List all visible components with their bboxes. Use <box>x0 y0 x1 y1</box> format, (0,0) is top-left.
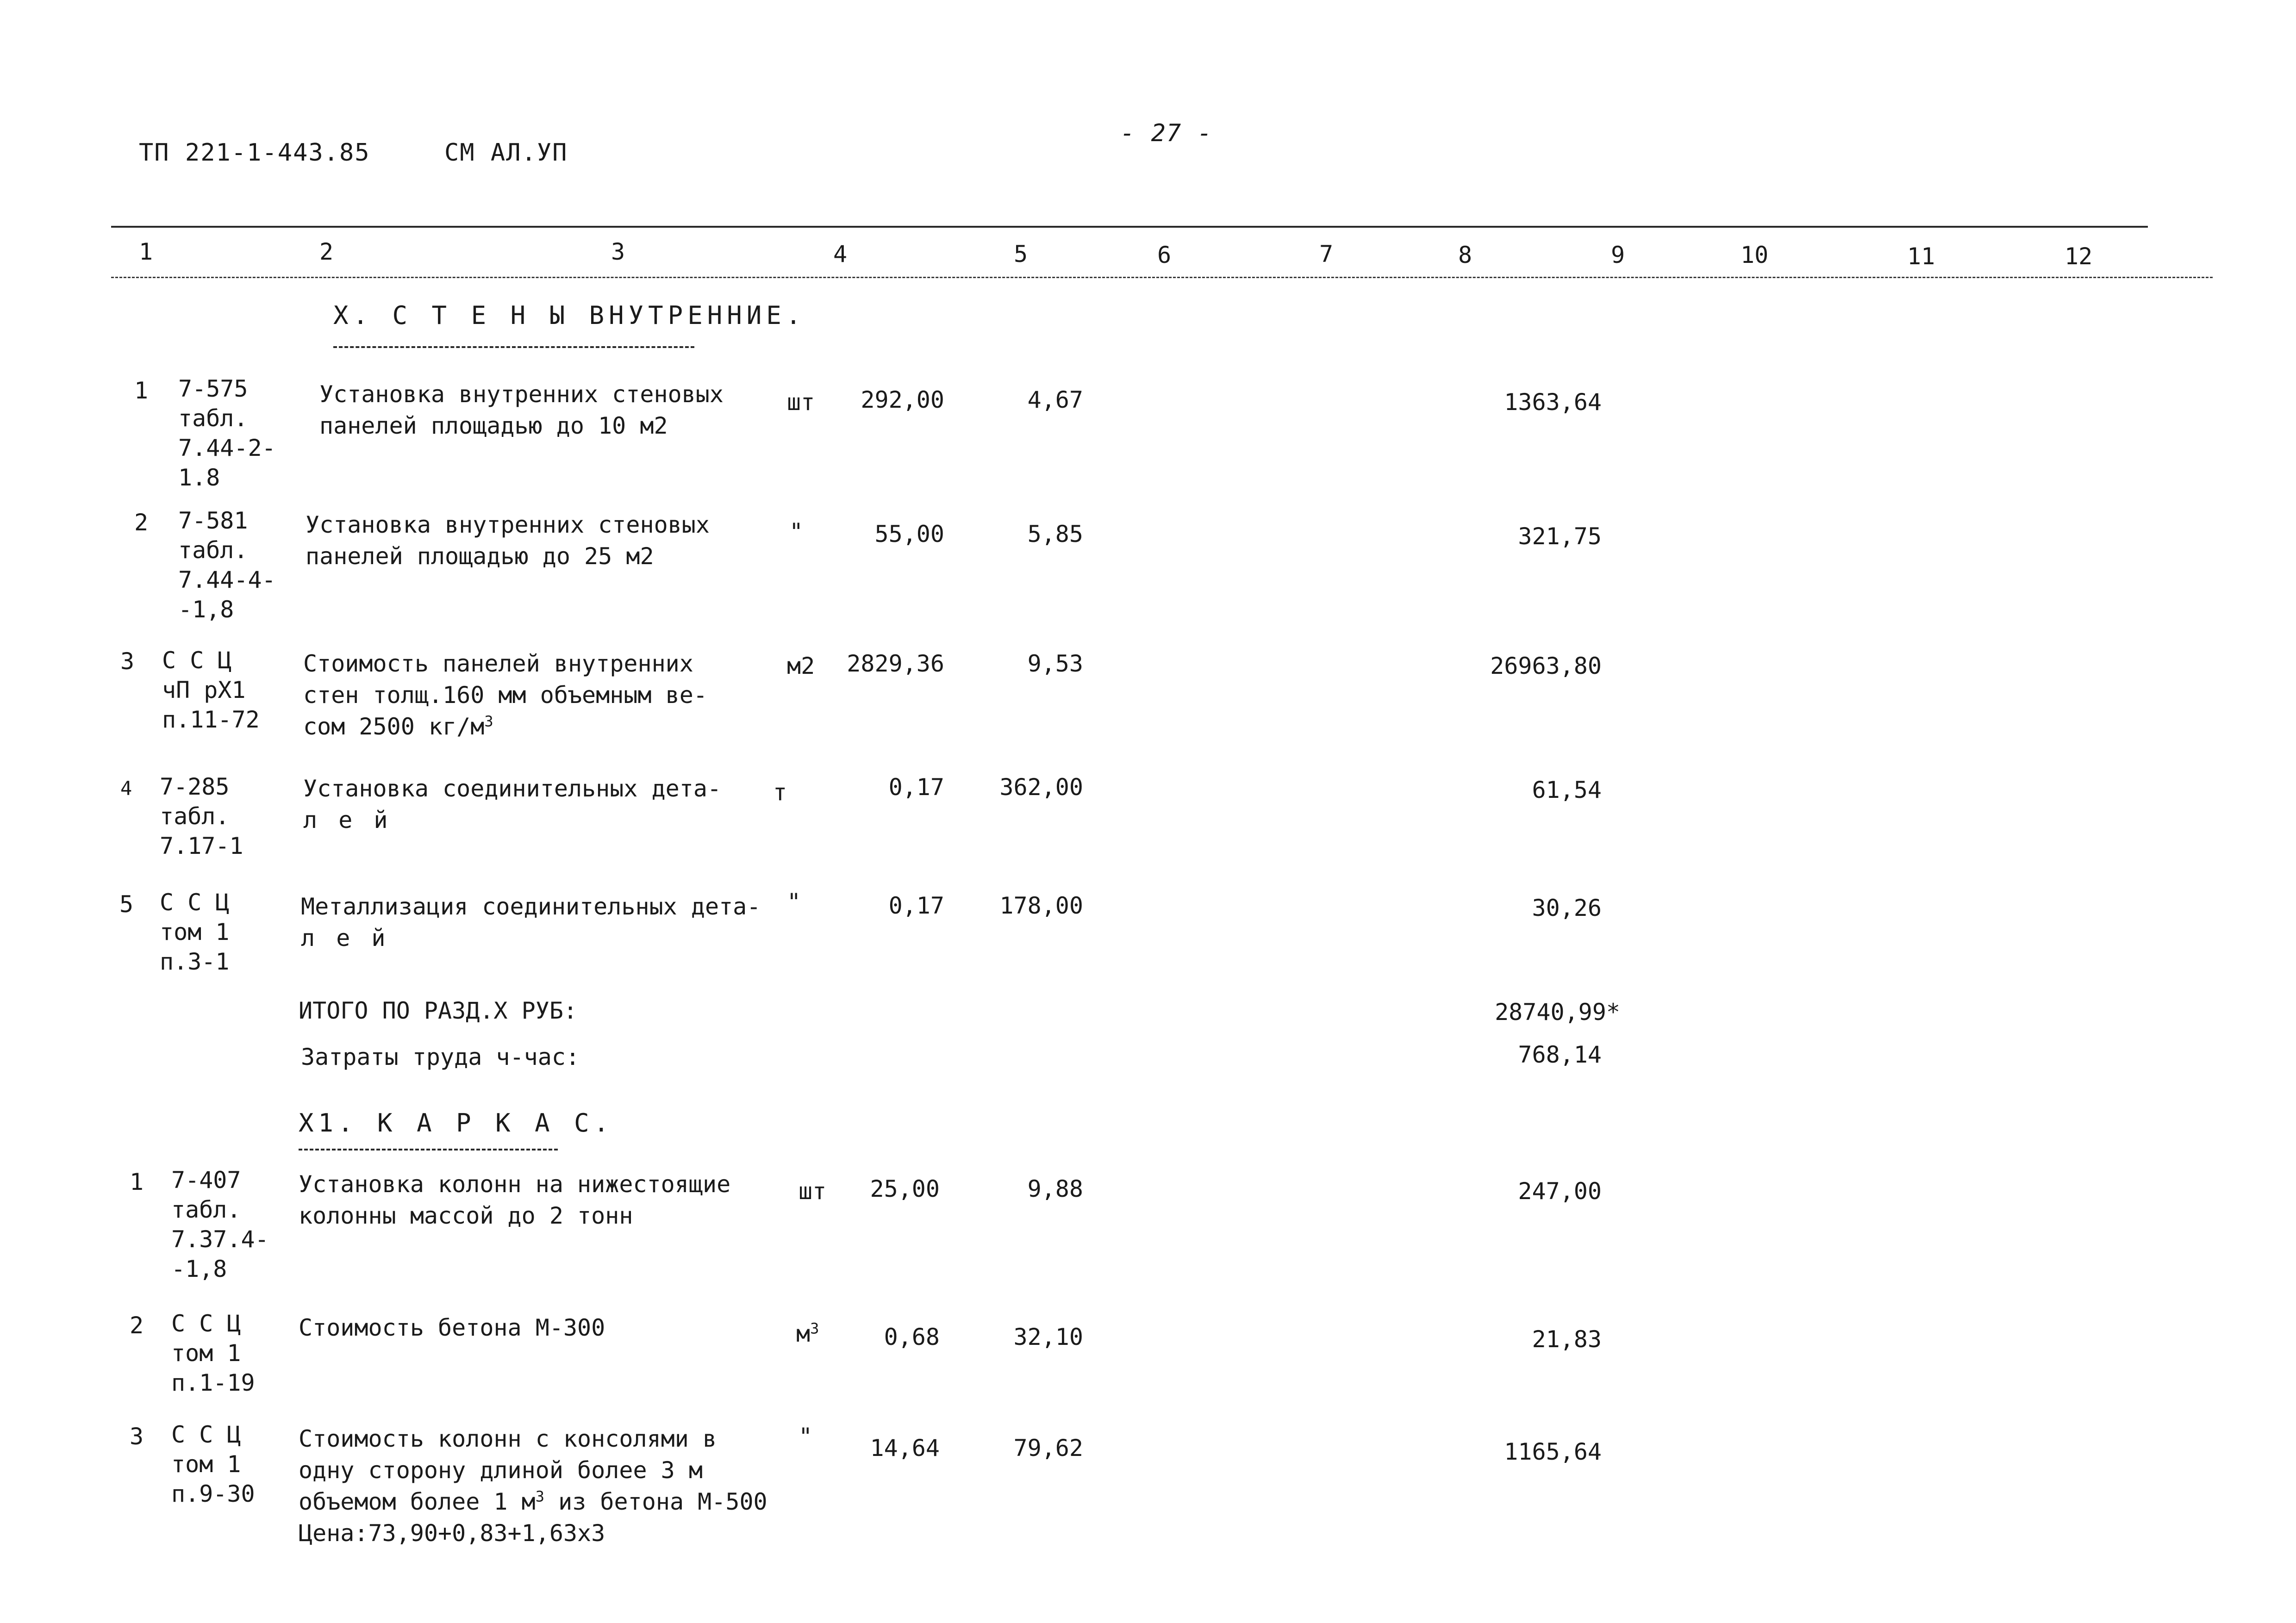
table-header-rule <box>111 277 2213 278</box>
row-quantity: 0,17 <box>888 774 944 801</box>
row-code: С С Ц том 1 п.9-30 <box>171 1421 255 1507</box>
row-code: 7-575 табл. 7.44-2- 1.8 <box>178 375 276 491</box>
row-description-line: стен толщ.160 мм объемным ве- <box>303 682 707 709</box>
row-price: 4,67 <box>1027 386 1083 413</box>
row-description-line: Установка внутренних стеновых <box>319 381 724 408</box>
row-total: 21,83 <box>1532 1326 1602 1353</box>
row-number: 4 <box>120 777 132 800</box>
section-title-underline <box>333 346 694 348</box>
row-description-line: Стоимость бетона М-300 <box>299 1314 605 1341</box>
section-title-underline <box>299 1149 558 1150</box>
doc-code: ТП 221-1-443.85 <box>139 139 370 167</box>
row-code: С С Ц том 1 п.3-1 <box>160 889 230 975</box>
row-code: С С Ц чП рХ1 п.11-72 <box>162 647 260 733</box>
row-quantity: 14,64 <box>870 1435 940 1461</box>
section-title-x: Х. С Т Е Н Ы ВНУТРЕННИЕ. <box>333 301 806 330</box>
row-number: 1 <box>134 377 149 404</box>
row-total: 321,75 <box>1518 523 1602 550</box>
row-number: 5 <box>119 891 134 918</box>
column-header-3: 3 <box>611 238 625 265</box>
row-number: 3 <box>130 1423 144 1450</box>
row-description-line: Металлизация соединительных дета- <box>301 893 761 920</box>
column-header-1: 1 <box>139 238 153 265</box>
row-description-line: Установка колонн на нижестоящие <box>299 1171 731 1198</box>
row-unit: " <box>789 518 804 545</box>
row-description-line: одну сторону длиной более 3 м <box>299 1457 703 1484</box>
row-quantity: 0,68 <box>884 1324 940 1350</box>
row-total: 30,26 <box>1532 895 1602 921</box>
row-unit: м2 <box>787 653 815 679</box>
row-description-line: панелей площадью до 25 м2 <box>306 543 654 570</box>
row-code: 7-285 табл. 7.17-1 <box>160 773 243 859</box>
row-unit: шт <box>799 1178 827 1205</box>
row-description-line: Стоимость панелей внутренних <box>303 650 693 677</box>
row-description-line: панелей площадью до 10 м2 <box>319 412 668 439</box>
row-total: 247,00 <box>1518 1178 1602 1205</box>
row-quantity: 0,17 <box>888 892 944 919</box>
row-description-line: л е й <box>303 807 392 833</box>
table-top-rule <box>111 226 2148 228</box>
section-title-xi: Х1. К А Р К А С. <box>299 1108 614 1138</box>
row-price: 362,00 <box>999 774 1083 801</box>
row-description-line: сом 2500 $кг/м^3$ <box>303 712 493 740</box>
row-code: С С Ц том 1 п.1-19 <box>171 1310 255 1396</box>
row-unit: $м^3$ <box>796 1319 819 1347</box>
column-header-2: 2 <box>319 238 334 265</box>
column-header-7: 7 <box>1319 241 1334 267</box>
labor-label: Затраты труда ч-час: <box>301 1044 580 1070</box>
row-unit: " <box>799 1423 813 1450</box>
row-total: 1363,64 <box>1504 389 1602 416</box>
doc-section: СМ АЛ.УП <box>444 139 568 167</box>
row-number: 3 <box>120 648 135 675</box>
row-code: 7-581 табл. 7.44-4- -1,8 <box>178 507 276 623</box>
row-quantity: 55,00 <box>874 521 944 547</box>
column-header-9: 9 <box>1611 242 1625 268</box>
row-description-line: л е й <box>301 925 389 951</box>
row-description-line: Установка внутренних стеновых <box>306 511 710 538</box>
section-total-label: ИТОГО ПО РАЗД.Х РУБ: <box>299 997 578 1024</box>
row-total: 26963,80 <box>1490 653 1602 679</box>
row-price: 9,53 <box>1027 650 1083 677</box>
column-header-4: 4 <box>833 241 848 267</box>
row-quantity: 292,00 <box>861 386 944 413</box>
row-code: 7-407 табл. 7.37.4- -1,8 <box>171 1167 269 1282</box>
row-unit: " <box>787 889 801 915</box>
row-total: 1165,64 <box>1504 1438 1602 1465</box>
column-header-12: 12 <box>2065 243 2093 270</box>
labor-value: 768,14 <box>1518 1041 1602 1068</box>
row-description-line: колонны массой до 2 тонн <box>299 1202 633 1229</box>
row-unit: т <box>773 779 787 806</box>
row-number: 2 <box>130 1312 144 1339</box>
row-price: 79,62 <box>1013 1435 1083 1461</box>
row-price: 5,85 <box>1027 521 1083 547</box>
row-description-line: объемом более 1 $м^3$ из бетона М-500 <box>299 1487 767 1515</box>
column-header-5: 5 <box>1014 241 1028 267</box>
column-header-8: 8 <box>1458 242 1472 268</box>
column-header-10: 10 <box>1741 242 1769 268</box>
row-unit: шт <box>787 389 815 416</box>
row-quantity: 25,00 <box>870 1175 940 1202</box>
section-total-value: 28740,99* <box>1495 999 1620 1026</box>
row-price: 9,88 <box>1027 1175 1083 1202</box>
row-description-line: Цена:73,90+0,83+1,63х3 <box>299 1520 605 1547</box>
page-number: - 27 - <box>1120 119 1213 147</box>
row-price: 32,10 <box>1013 1324 1083 1350</box>
row-description-line: Установка соединительных дета- <box>303 775 722 802</box>
row-quantity: 2829,36 <box>847 650 944 677</box>
row-price: 178,00 <box>999 892 1083 919</box>
column-header-11: 11 <box>1907 243 1935 270</box>
row-total: 61,54 <box>1532 777 1602 803</box>
row-number: 1 <box>130 1169 144 1195</box>
row-number: 2 <box>134 509 149 536</box>
column-header-6: 6 <box>1157 242 1172 268</box>
row-description-line: Стоимость колонн с консолями в <box>299 1425 717 1452</box>
